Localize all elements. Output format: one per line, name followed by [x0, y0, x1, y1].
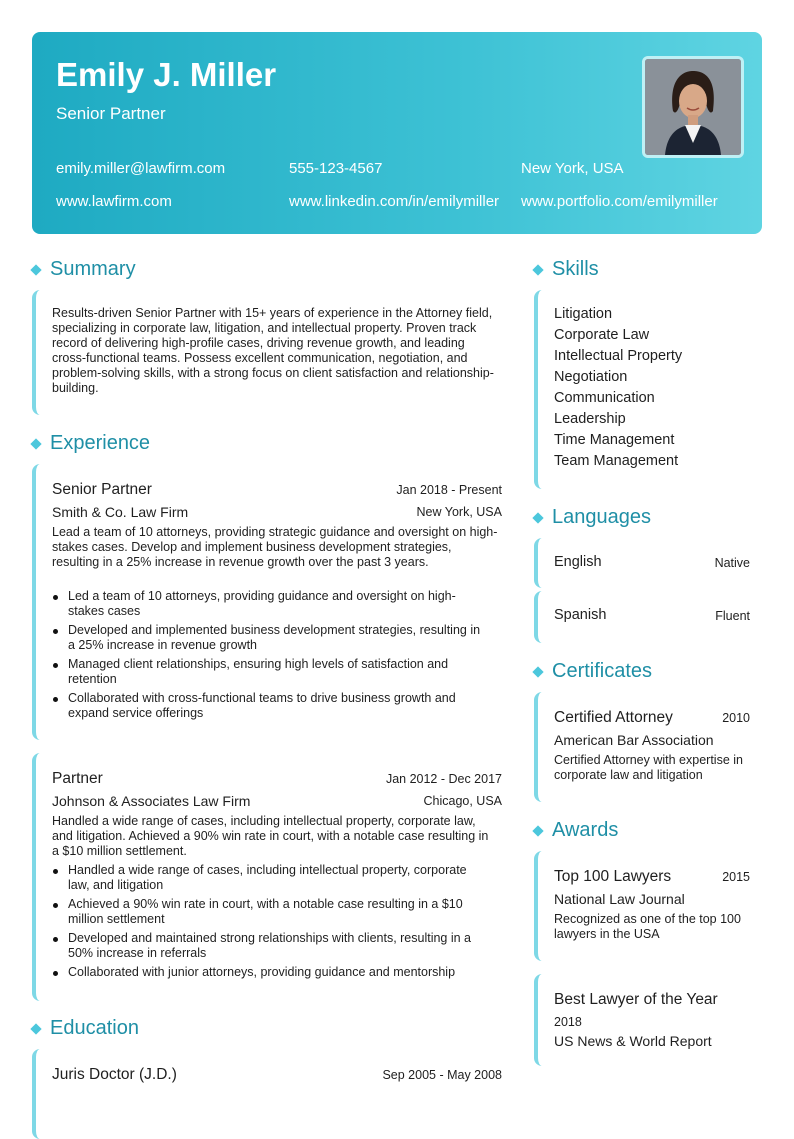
education-degree: Juris Doctor (J.D.)	[52, 1066, 177, 1083]
skill-item: Negotiation	[554, 369, 628, 385]
candidate-role: Senior Partner	[56, 104, 166, 123]
language-name: Spanish	[554, 607, 607, 623]
list-item: Developed and implemented business development strategies, resulting in a 25% increase in revenue growth	[52, 623, 488, 653]
experience-title: Experience	[50, 432, 151, 454]
award-block-1	[534, 851, 750, 961]
contact-phone[interactable]: 555-123-4567	[289, 160, 383, 177]
award-year: 2018	[554, 1015, 582, 1029]
job-company: Johnson & Associates Law Firm	[52, 793, 251, 809]
language-level: Fluent	[715, 609, 750, 623]
job-bullets	[52, 589, 488, 725]
awards-title: Awards	[552, 819, 619, 841]
job-bullets	[52, 863, 488, 984]
language-level: Native	[714, 556, 750, 570]
portrait-image	[645, 59, 741, 155]
skills-list	[554, 304, 750, 469]
language-row-1	[534, 538, 750, 588]
candidate-name: Emily J. Miller	[56, 56, 277, 93]
job-block-2	[32, 753, 502, 1001]
diamond-icon	[532, 666, 543, 677]
list-item: Developed and maintained strong relationships with clients, resulting in a 50% increase in referrals	[52, 931, 488, 961]
summary-title: Summary	[50, 258, 136, 280]
diamond-icon	[532, 825, 543, 836]
contact-email[interactable]: emily.miller@lawfirm.com	[56, 160, 226, 177]
diamond-icon	[532, 512, 543, 523]
skill-item: Corporate Law	[554, 327, 650, 343]
job-company: Smith & Co. Law Firm	[52, 504, 189, 520]
skill-item: Intellectual Property	[554, 348, 683, 364]
skill-item: Time Management	[554, 432, 675, 448]
list-item: Collaborated with cross-functional teams to drive business growth and expand service offerings	[52, 691, 488, 721]
job-dates: Jan 2012 - Dec 2017	[385, 772, 502, 786]
list-item: Managed client relationships, ensuring high levels of satisfaction and retention	[52, 657, 488, 687]
job-location: Chicago, USA	[423, 794, 502, 808]
award-issuer: US News & World Report	[554, 1033, 712, 1049]
summary-heading	[32, 258, 136, 281]
contact-website[interactable]: www.lawfirm.com	[56, 193, 172, 210]
skills-block	[534, 290, 750, 489]
job-dates: Jan 2018 - Present	[396, 483, 502, 497]
education-dates: Sep 2005 - May 2008	[382, 1068, 502, 1082]
job-title: Senior Partner	[52, 481, 152, 498]
certificate-block	[534, 692, 750, 802]
education-heading	[32, 1017, 139, 1040]
award-block-2	[534, 974, 750, 1066]
diamond-icon	[30, 1023, 41, 1034]
skill-item: Litigation	[554, 306, 613, 322]
certificate-year: 2010	[722, 711, 750, 725]
language-name: English	[554, 554, 602, 570]
skill-item: Communication	[554, 390, 655, 406]
award-name: Best Lawyer of the Year	[554, 991, 718, 1008]
awards-heading	[534, 819, 618, 842]
contact-portfolio[interactable]: www.portfolio.com/emilymiller	[521, 193, 718, 210]
award-year: 2015	[722, 870, 750, 884]
certificate-issuer: American Bar Association	[554, 732, 714, 748]
skills-title: Skills	[552, 258, 599, 280]
profile-photo	[642, 56, 744, 158]
job-title: Partner	[52, 770, 103, 787]
list-item: Collaborated with junior attorneys, providing guidance and mentorship	[52, 965, 488, 980]
education-title: Education	[50, 1017, 139, 1039]
language-row-2	[534, 591, 750, 643]
skills-heading	[534, 258, 599, 281]
award-description: Recognized as one of the top 100 lawyers in the USA	[554, 912, 741, 941]
contact-location: New York, USA	[521, 160, 624, 177]
experience-heading	[32, 432, 150, 455]
summary-text: Results-driven Senior Partner with 15+ years of experience in the Attorney field, specializing in corporate law, litigation, and intellectual property. Proven track record of delivering high-profile cases, driving revenue growth, and leading cross-functional teams. Possess excellent communication, negotiation, and problem-solving skills, with a strong focus on client satisfaction and relationship-building.	[52, 306, 494, 395]
certificate-description: Certified Attorney with expertise in corporate law and litigation	[554, 753, 743, 782]
contact-linkedin[interactable]: www.linkedin.com/in/emilymiller	[289, 193, 500, 210]
job-block-1	[32, 464, 502, 740]
skill-item: Leadership	[554, 411, 626, 427]
job-description: Handled a wide range of cases, including intellectual property, corporate law, and litigation. Achieved a 90% win rate in court, with a notable case resulting in a $10 million settlement.	[52, 814, 489, 858]
list-item: Led a team of 10 attorneys, providing guidance and oversight on high-stakes cases	[52, 589, 488, 619]
award-name: Top 100 Lawyers	[554, 868, 672, 885]
certificate-name: Certified Attorney	[554, 709, 673, 726]
summary-block	[32, 290, 502, 415]
job-location: New York, USA	[416, 505, 502, 519]
diamond-icon	[30, 438, 41, 449]
diamond-icon	[532, 264, 543, 275]
award-issuer: National Law Journal	[554, 891, 685, 907]
diamond-icon	[30, 264, 41, 275]
list-item: Handled a wide range of cases, including intellectual property, corporate law, and litigation	[52, 863, 488, 893]
education-block	[32, 1049, 502, 1139]
skill-item: Team Management	[554, 453, 679, 469]
resume-header	[32, 32, 762, 234]
certificates-title: Certificates	[552, 660, 653, 682]
certificates-heading	[534, 660, 652, 683]
languages-heading	[534, 506, 651, 529]
job-description: Lead a team of 10 attorneys, providing strategic guidance and oversight on high-stakes cases. Develop and implement business development strategies, resulting in a 25% increase in revenue growth over the past 3 years.	[52, 525, 498, 569]
list-item: Achieved a 90% win rate in court, with a notable case resulting in a $10 million settlement	[52, 897, 488, 927]
languages-title: Languages	[552, 506, 651, 528]
